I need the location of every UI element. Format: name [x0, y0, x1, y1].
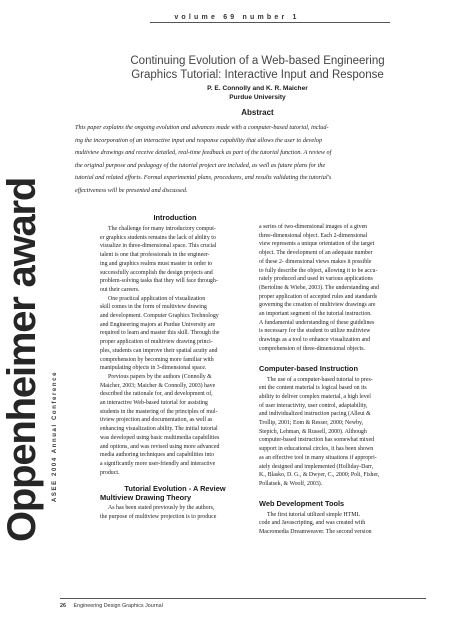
text-line: a series of two-dimensional images of a given [259, 224, 368, 230]
text-line: governing the creation of multiview drawings are [259, 302, 376, 309]
text-line: problem-solving tasks that they will face through- [100, 278, 218, 285]
header-rule [150, 22, 390, 23]
spacer [100, 477, 250, 484]
text-line: Macromedia Dreamweaver. The second version [259, 529, 372, 536]
text-line: support in educational circles, it has been shown [259, 446, 374, 453]
text-line: product. [100, 469, 120, 476]
author-block [70, 84, 445, 102]
text-line: an interactive Web-based tutorial for assisting [100, 400, 208, 407]
paragraph [100, 373, 250, 477]
text-line: ent the content material is logical based on its [259, 385, 367, 392]
text-line: drawings as a tool to enhance visualization and [259, 337, 371, 344]
text-line: media authoring techniques and capabilities into [100, 452, 215, 459]
footer-rule [60, 598, 426, 599]
text-line: is necessary for the student to utilize multiview [259, 328, 371, 335]
text-line: manipulating objects in 3-dimensional space. [100, 365, 207, 372]
text-line: and individualized instruction pacing (Alleui & [259, 411, 371, 418]
author-affiliation: Purdue University [229, 94, 286, 101]
text-line: object. The development of an adequate number [259, 250, 373, 257]
text-line: ately designed and implemented (Holliday-Darr, [259, 463, 374, 470]
article-title [70, 54, 445, 82]
text-line: required to learn and master this skill. Through the [100, 330, 220, 337]
text-line: visualize in three-dimensional space. This crucial [100, 243, 217, 250]
text-line: described the rationale for, and development of, [100, 391, 213, 398]
text-line: as an effective tool in many situations if appropri- [259, 454, 377, 461]
text-line: skill comes in the form of multiview drawing [100, 304, 207, 311]
text-line: code and Javascripting, and was created with [259, 520, 366, 527]
section-heading-web-development-tools: Web Development Tools [259, 498, 345, 508]
abstract-line: effectiveness will be presented and discussed. [75, 186, 188, 194]
paragraph [259, 511, 425, 537]
abstract-line: tutorial and related efforts. Formal experimental plans, procedures, and results validating the tutorial's [75, 174, 332, 182]
text-line: Stepich, Lehman, & Russell, 2000). Although [259, 428, 367, 435]
page-footer [60, 598, 426, 609]
title-line: Continuing Evolution of a Web-based Engineering [130, 55, 385, 67]
text-line: out their careers. [100, 286, 140, 293]
spacer [259, 489, 425, 496]
paragraph [259, 376, 425, 489]
text-line: proper application of multiview drawing princi- [100, 339, 213, 346]
text-line: successfully accomplish the design projects and [100, 269, 213, 276]
text-line: computer-based instruction has somewhat mixed [259, 437, 375, 444]
section-heading-tutorial-evolution: Tutorial Evolution - A Review [124, 484, 226, 494]
award-banner [0, 177, 62, 542]
abstract-heading: Abstract [241, 108, 274, 117]
text-line: of these 2- dimensional views makes it possible [259, 258, 372, 265]
text-line: comprehension by becoming more familiar with [100, 356, 214, 363]
text-line: talent is one that professionals in the engineer- [100, 252, 210, 259]
paragraph [100, 295, 250, 373]
text-line: Previous papers by the authors (Connolly & [108, 373, 212, 380]
text-line: Maicher, 2003; Maicher & Connolly, 2003) have [100, 382, 216, 389]
text-line: of user interactivity, user control, adaptability, [259, 402, 368, 409]
text-line: er graphics students remains the lack of ability to [100, 234, 216, 241]
author-names: P. E. Connolly and K. R. Maicher [207, 85, 308, 92]
text-line: Pollatsek, & Woolf, 2003). [259, 480, 323, 487]
abstract-line: multiview drawings and receive detailed, real-time feedback as part of the tutorial function. A review of [75, 149, 332, 157]
text-line: was developed using basic multimedia capabilities [100, 434, 220, 441]
text-line: The challenge for many introductory comput- [108, 226, 216, 232]
text-line: K., Blasko, D. G., & Dwyer, C., 2000; Poli, Fisher, [259, 472, 380, 479]
abstract-line: This paper explains the ongoing evolution and advances made with a computer-based tutorial, includ- [75, 124, 329, 131]
abstract-line: ing the incorporation of an interactive input and response capability that allows the user to develop [75, 136, 323, 144]
text-line: ability to deliver complex material, a high level [259, 393, 371, 400]
text-line: proper application of accepted rules and standards [259, 293, 378, 300]
text-line: to fully describe the object, allowing it to be accu- [259, 267, 378, 274]
award-title: Oppenheimer award [0, 177, 44, 542]
text-line: (Bertoline & Wiebe, 2003). The understanding and [259, 284, 379, 291]
abstract-body [75, 122, 445, 198]
subsection-heading-multiview: Multiview Drawing Theory [100, 493, 192, 503]
journal-name: Engineering Design Graphics Journal [73, 603, 163, 609]
right-column [259, 210, 425, 537]
text-line: students in the mastering of the principles of mul- [100, 408, 218, 415]
text-line: and Engineering majors at Purdue University are [100, 321, 216, 328]
page-number: 26 [60, 603, 66, 609]
paragraph [100, 504, 250, 521]
text-line: tiview projection and documentation, as well as [100, 417, 213, 424]
section-heading-introduction: Introduction [153, 213, 197, 222]
text-line: comprehension of three-dimensional objects. [259, 345, 365, 352]
text-line: a significantly more user-friendly and interactive [100, 460, 216, 467]
text-line: and development. Computer Graphics Technology [100, 313, 219, 320]
title-line: Graphics Tutorial: Interactive Input and Response [131, 69, 384, 81]
text-line: enhancing visualization ability. The initial tutorial [100, 426, 218, 433]
text-line: A fundamental understanding of these guidelines [259, 319, 375, 326]
text-line: As has been stated previously by the authors, [108, 505, 215, 512]
paragraph [100, 225, 250, 295]
conference-label: ASEE 2004 Annual Conference [52, 370, 58, 502]
text-line: rately produced and used in various applications [259, 276, 373, 283]
text-line: Trollip, 2001; Eom & Resser, 2000; Newby, [259, 420, 364, 427]
left-column [100, 210, 250, 522]
text-line: an important segment of the tutorial instruction. [259, 311, 372, 318]
text-line: ples, students can improve their spatial acuity and [100, 347, 218, 354]
text-line: ing and graphics realms must master in order to [100, 260, 213, 267]
text-line: The first tutorial utilized simple HTML [267, 511, 361, 518]
text-line: The use of a computer-based tutorial to pres- [267, 376, 373, 383]
text-line: three-dimensional object. Each 2-dimensional [259, 232, 368, 239]
running-head: volume 69 number 1 [174, 14, 300, 21]
section-heading-computer-based-instruction: Computer-based Instruction [259, 363, 358, 373]
abstract-line: the original purpose and pedagogy of the tutorial project are included, as well as future plans for the [75, 161, 326, 169]
spacer [259, 354, 425, 361]
paragraph [259, 223, 425, 354]
text-line: One practical application of visualization [108, 295, 206, 302]
text-line: and options, and was revised using more advanced [100, 443, 220, 450]
text-line: the purpose of multiview projection is to produce [100, 514, 217, 521]
text-line: view represents a unique orientation of the target [259, 241, 375, 248]
